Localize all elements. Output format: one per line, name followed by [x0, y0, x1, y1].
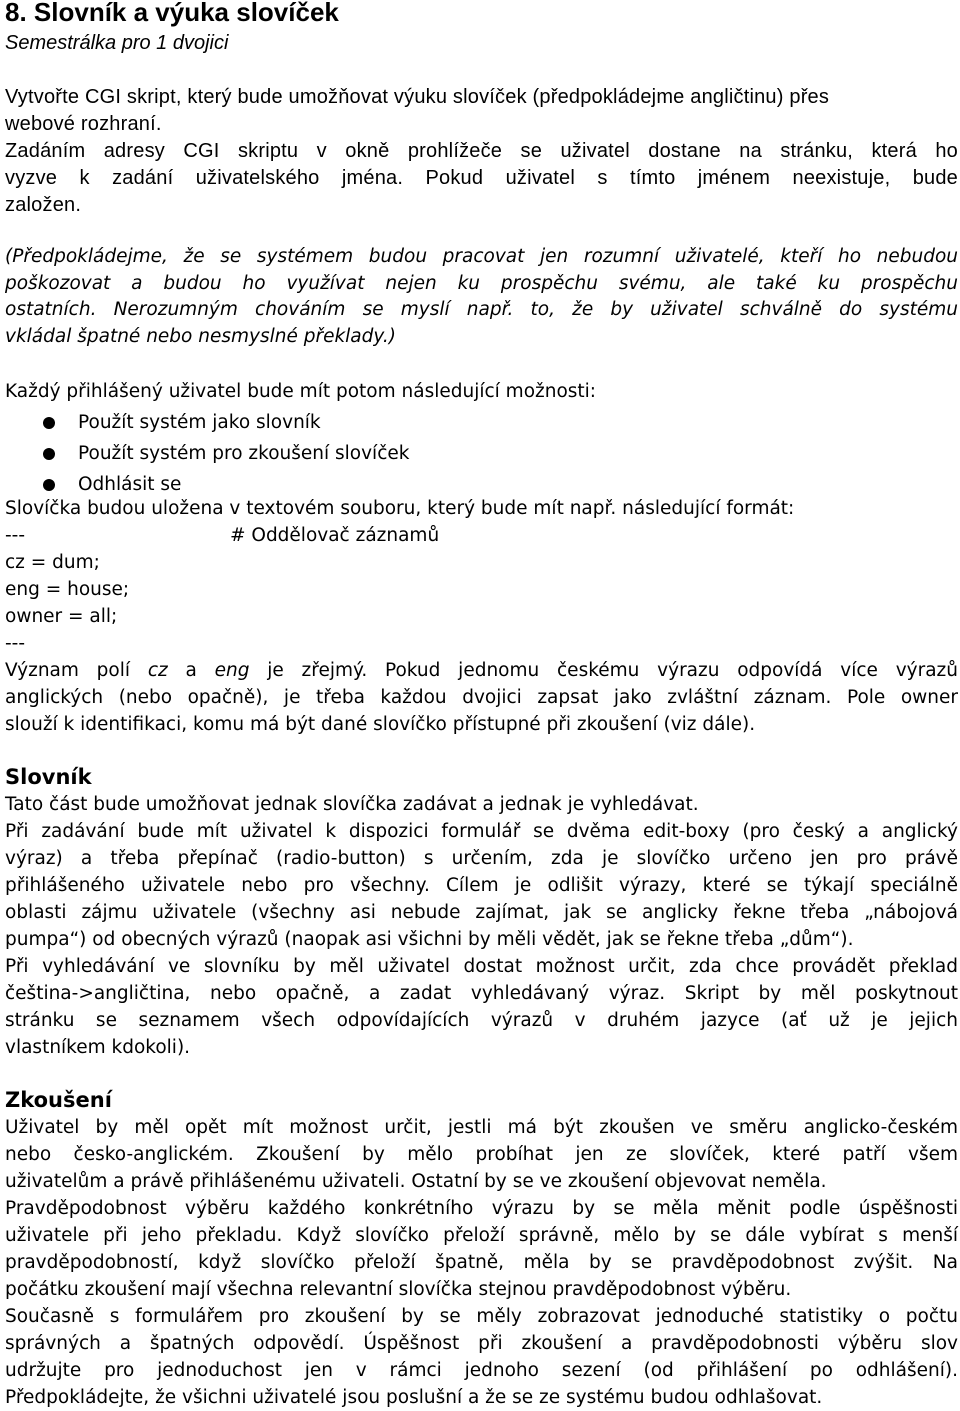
meaning-line	[5, 657, 958, 684]
zkouseni-line: Pravděpodobnost výběru každého konkrétního výrazu by se měla měnit podle úspěšnosti	[5, 1198, 958, 1219]
note-line: vkládal špatné nebo nesmyslné překlady.)	[5, 325, 397, 347]
intro-line: vyzve k zadání uživatelského jména. Pokud uživatel s tímto jménem neexistuje, bude	[5, 167, 958, 189]
options-list	[5, 407, 958, 500]
format-separator-end: ---	[5, 633, 26, 654]
meaning-paragraph	[5, 657, 958, 738]
format-line: eng = house;	[5, 579, 130, 600]
section-heading-slovnik: Slovník	[5, 765, 92, 789]
zkouseni-line: Předpokládejte, že všichni uživatelé jsou poslušní a že se ze systému budou odhlašovat.	[5, 1387, 823, 1408]
page-subtitle: Semestrálka pro 1 dvojici	[5, 32, 229, 54]
zkouseni-section	[5, 1086, 958, 1411]
slovnik-line: vlastníkem kdokoli).	[5, 1037, 191, 1058]
list-item	[5, 438, 958, 469]
zkouseni-line: uživatelům a právě přihlášenému uživateli. Ostatní by se ve zkoušení objevovat neměla.	[5, 1171, 827, 1192]
format-separator-comment: # Oddělovač záznamů	[230, 525, 440, 546]
assumption-note	[5, 244, 958, 350]
meaning-text: Význam polí	[5, 660, 148, 681]
zkouseni-line: uživatele při jeho překladu. Když slovíčko přeloží správně, mělo by se dále vybírat s menší	[5, 1225, 958, 1246]
zkouseni-line: počátku zkoušení mají všechna relevantní slovíčka stejnou pravděpodobnost výběru.	[5, 1279, 792, 1300]
field-name-cz: cz	[147, 660, 168, 681]
slovnik-line: oblasti zájmu uživatele (všechny asi nebude zajímat, jak se anglicky řekne třeba „nábojová	[5, 902, 958, 923]
zkouseni-line: udržujte pro jednoduchost jen v rámci jednoho sezení (od přihlášení po odhlášení).	[5, 1360, 958, 1381]
meaning-line: slouží k identifikaci, komu má být dané slovíčko přístupné při zkoušení (viz dále).	[5, 714, 756, 735]
field-name-eng: eng	[214, 660, 250, 681]
list-item-label: Použít systém pro zkoušení slovíček	[78, 443, 410, 464]
format-separator-line	[5, 522, 958, 549]
slovnik-section	[5, 763, 958, 1061]
intro-line: založen.	[5, 194, 82, 216]
note-line: poškozovat a budou ho využívat nejen ku prospěchu svému, ale také ku prospěchu	[5, 272, 958, 294]
list-item	[5, 407, 958, 438]
note-line: ostatních. Nerozumným chováním se myslí např. to, že by uživatel schválně do systému	[5, 299, 958, 320]
intro-paragraph	[5, 84, 958, 219]
slovnik-line: stránku se seznamem všech odpovídajících výrazů v druhém jazyce (ať už je jejich	[5, 1010, 958, 1031]
slovnik-line: pumpa“) od obecných výrazů (naopak asi všichni by měli vědět, jak se řekne třeba „dům“).	[5, 929, 854, 950]
format-line: owner = all;	[5, 606, 118, 627]
meaning-text: a	[167, 660, 215, 681]
intro-line: Zadáním adresy CGI skriptu v okně prohlížeče se uživatel dostane na stránku, která ho	[5, 140, 958, 162]
intro-line: webové rozhraní.	[5, 113, 162, 135]
list-item-label: Použít systém jako slovník	[78, 412, 321, 433]
slovnik-line: přihlášeného uživatele nebo pro všechny. Cílem je odlišit výrazy, které se týkají speciálně	[5, 875, 958, 896]
slovnik-intro: Tato část bude umožňovat jednak slovíčka zadávat a jednak je vyhledávat.	[5, 794, 699, 815]
format-line: cz = dum;	[5, 552, 100, 573]
options-section	[5, 378, 958, 500]
slovnik-line: čeština->angličtina, nebo opačně, a zadat vyhledávaný výraz. Skript by měl poskytnout	[5, 983, 958, 1004]
list-item-label: Odhlásit se	[78, 474, 182, 495]
bullet-icon	[43, 448, 55, 460]
slovnik-line: Při zadávání bude mít uživatel k dispozici formulář se dvěma edit-boxy (pro český a anglický	[5, 821, 958, 842]
format-section	[5, 495, 958, 657]
section-heading-zkouseni: Zkoušení	[5, 1088, 112, 1112]
options-lead: Každý přihlášený uživatel bude mít potom následující možnosti:	[5, 381, 597, 402]
note-line: (Předpokládejme, že se systémem budou pracovat jen rozumní uživatelé, kteří ho nebudou	[5, 246, 958, 267]
zkouseni-line: správných a špatných odpovědí. Úspěšnost při zkoušení a pravděpodobnosti výběru slov	[5, 1333, 958, 1354]
page-title: 8. Slovník a výuka slovíček	[5, 0, 339, 27]
zkouseni-line: nebo česko-anglickém. Zkoušení by mělo probíhat jen ze slovíček, které patří všem	[5, 1144, 958, 1165]
intro-line: Vytvořte CGI skript, který bude umožňovat výuku slovíček (předpokládejme angličtinu) přes	[5, 86, 830, 108]
zkouseni-line: pravděpodobností, když slovíčko přeloží špatně, měla by se pravděpodobnost zvýšit. Na	[5, 1252, 958, 1273]
slovnik-line: výraz) a třeba přepínač (radio-button) s určením, zda je slovíčko určeno jen pro právě	[5, 848, 958, 869]
meaning-text: je zřejmý. Pokud jednomu českému výrazu odpovídá více výrazů	[249, 660, 958, 681]
zkouseni-line: Současně s formulářem pro zkoušení by se měly zobrazovat jednoduché statistiky o počtu	[5, 1306, 958, 1327]
format-lead: Slovíčka budou uložena v textovém souboru, který bude mít např. následující formát:	[5, 498, 795, 519]
zkouseni-line: Uživatel by měl opět mít možnost určit, jestli má být zkoušen ve směru anglicko-českém	[5, 1117, 958, 1138]
format-separator: ---	[5, 525, 26, 546]
slovnik-line: Při vyhledávání ve slovníku by měl uživatel dostat možnost určit, zda chce provádět překlad	[5, 956, 958, 977]
bullet-icon	[43, 479, 55, 491]
bullet-icon	[43, 417, 55, 429]
meaning-line: anglických (nebo opačně), je třeba každou dvojici zapsat jako zvláštní záznam. Pole owner	[5, 687, 958, 708]
